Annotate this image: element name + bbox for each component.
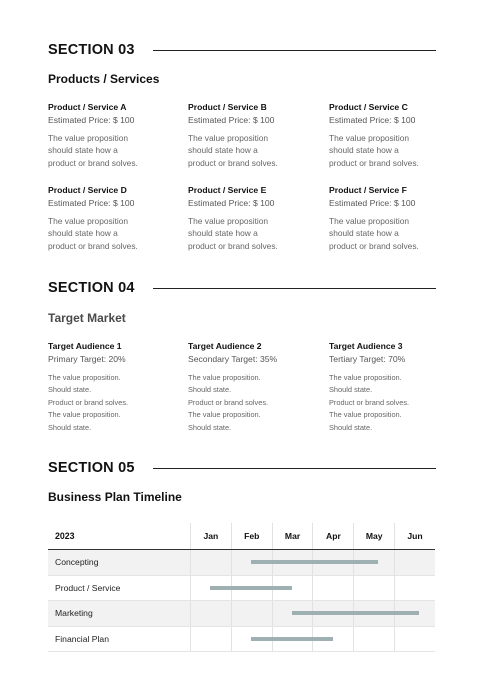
product-title: Product / Service E xyxy=(188,185,267,195)
desc-line: The value proposition xyxy=(329,133,410,143)
product-description xyxy=(48,215,178,252)
business-plan-timeline xyxy=(48,523,435,652)
timeline-bar xyxy=(292,611,419,615)
timeline-row-cells xyxy=(190,576,435,601)
product-price: Estimated Price: $ 100 xyxy=(188,115,275,125)
desc-line: should state how a xyxy=(329,228,399,239)
timeline-cell xyxy=(231,601,272,626)
section-05-title: SECTION 05 xyxy=(48,460,135,476)
timeline-row-label: Financial Plan xyxy=(55,633,109,644)
target-market-heading: Target Market xyxy=(48,311,126,325)
desc-line: Product or brand solves. xyxy=(48,397,129,407)
audience-title: Target Audience 1 xyxy=(48,341,122,351)
timeline-row xyxy=(48,576,435,602)
product-price: Estimated Price: $ 100 xyxy=(188,198,275,208)
product-card xyxy=(188,185,318,252)
desc-line: The value proposition. xyxy=(188,373,261,382)
timeline-row-label: Marketing xyxy=(55,608,93,619)
section-04-title: SECTION 04 xyxy=(48,280,135,296)
product-title: Product / Service A xyxy=(48,102,127,112)
desc-line: Should state. xyxy=(329,385,373,395)
timeline-bar xyxy=(251,637,333,641)
audience-card xyxy=(188,341,318,434)
timeline-row xyxy=(48,627,435,653)
desc-line: The value proposition. xyxy=(48,410,121,420)
timeline-row-label: Product / Service xyxy=(55,582,121,593)
month-header: May xyxy=(353,523,394,549)
month-header: Mar xyxy=(272,523,313,549)
desc-line: should state how a xyxy=(329,145,399,156)
product-description xyxy=(188,215,318,252)
product-description xyxy=(329,132,459,169)
timeline-bar xyxy=(251,560,378,564)
product-title: Product / Service F xyxy=(329,185,407,195)
timeline-row-cells xyxy=(190,627,435,652)
audience-target: Tertiary Target: 70% xyxy=(329,354,406,364)
section-03-divider xyxy=(153,50,436,51)
product-title: Product / Service B xyxy=(188,102,267,112)
product-price: Estimated Price: $ 100 xyxy=(48,115,135,125)
desc-line: The value proposition xyxy=(188,133,269,143)
section-05-divider xyxy=(153,468,436,469)
audience-description xyxy=(48,372,178,434)
desc-line: product or brand solves. xyxy=(188,157,278,168)
product-description xyxy=(188,132,318,169)
desc-line: The value proposition. xyxy=(48,373,121,382)
timeline-body xyxy=(48,550,435,652)
timeline-cell xyxy=(190,601,231,626)
desc-line: product or brand solves. xyxy=(48,240,138,251)
audience-description xyxy=(188,372,318,434)
audience-title: Target Audience 2 xyxy=(188,341,262,351)
desc-line: product or brand solves. xyxy=(329,157,419,168)
products-services-heading: Products / Services xyxy=(48,72,160,86)
product-card xyxy=(48,102,178,169)
desc-line: The value proposition xyxy=(48,133,129,143)
timeline-cell xyxy=(190,550,231,575)
timeline-row xyxy=(48,601,435,627)
timeline-cell xyxy=(394,576,435,601)
section-04-divider xyxy=(153,288,436,289)
desc-line: The value proposition. xyxy=(329,410,402,420)
timeline-heading: Business Plan Timeline xyxy=(48,490,182,504)
desc-line: The value proposition xyxy=(188,216,269,226)
product-price: Estimated Price: $ 100 xyxy=(329,115,416,125)
desc-line: product or brand solves. xyxy=(48,157,138,168)
month-header: Jan xyxy=(190,523,231,549)
desc-line: should state how a xyxy=(48,228,118,239)
timeline-month-cells xyxy=(190,523,435,549)
section-05-header xyxy=(48,460,436,476)
desc-line: Should state. xyxy=(48,422,92,432)
timeline-cell xyxy=(312,576,353,601)
desc-line: The value proposition. xyxy=(188,410,261,420)
product-description xyxy=(329,215,459,252)
desc-line: should state how a xyxy=(48,145,118,156)
product-price: Estimated Price: $ 100 xyxy=(329,198,416,208)
timeline-cell xyxy=(190,627,231,652)
desc-line: product or brand solves. xyxy=(329,240,419,251)
product-title: Product / Service D xyxy=(48,185,127,195)
timeline-row-cells xyxy=(190,550,435,575)
timeline-cell xyxy=(394,550,435,575)
timeline-cell xyxy=(353,576,394,601)
desc-line: Should state. xyxy=(188,422,232,432)
desc-line: Should state. xyxy=(48,385,92,395)
section-04-header xyxy=(48,280,436,296)
timeline-header-row xyxy=(48,523,435,550)
product-card xyxy=(188,102,318,169)
month-header: Jun xyxy=(394,523,435,549)
timeline-row xyxy=(48,550,435,576)
product-card xyxy=(329,102,459,169)
desc-line: The value proposition xyxy=(329,216,410,226)
desc-line: Should state. xyxy=(188,385,232,395)
timeline-cell xyxy=(353,627,394,652)
audience-target: Primary Target: 20% xyxy=(48,354,126,364)
desc-line: product or brand solves. xyxy=(188,240,278,251)
desc-line: Product or brand solves. xyxy=(329,397,410,407)
audience-title: Target Audience 3 xyxy=(329,341,403,351)
product-description xyxy=(48,132,178,169)
month-header: Feb xyxy=(231,523,272,549)
product-price: Estimated Price: $ 100 xyxy=(48,198,135,208)
product-card xyxy=(329,185,459,252)
timeline-row-label: Concepting xyxy=(55,557,99,568)
timeline-year: 2023 xyxy=(55,531,75,541)
audience-description xyxy=(329,372,459,434)
desc-line: should state how a xyxy=(188,228,258,239)
month-header: Apr xyxy=(312,523,353,549)
desc-line: should state how a xyxy=(188,145,258,156)
timeline-bar xyxy=(210,586,292,590)
desc-line: Product or brand solves. xyxy=(188,397,269,407)
audience-target: Secondary Target: 35% xyxy=(188,354,278,364)
desc-line: The value proposition xyxy=(48,216,129,226)
desc-line: The value proposition. xyxy=(329,373,402,382)
audience-card xyxy=(329,341,459,434)
desc-line: Should state. xyxy=(329,422,373,432)
product-card xyxy=(48,185,178,252)
section-03-header xyxy=(48,42,436,58)
audience-card xyxy=(48,341,178,434)
timeline-cell xyxy=(394,627,435,652)
product-title: Product / Service C xyxy=(329,102,408,112)
section-03-title: SECTION 03 xyxy=(48,42,135,58)
timeline-row-cells xyxy=(190,601,435,626)
